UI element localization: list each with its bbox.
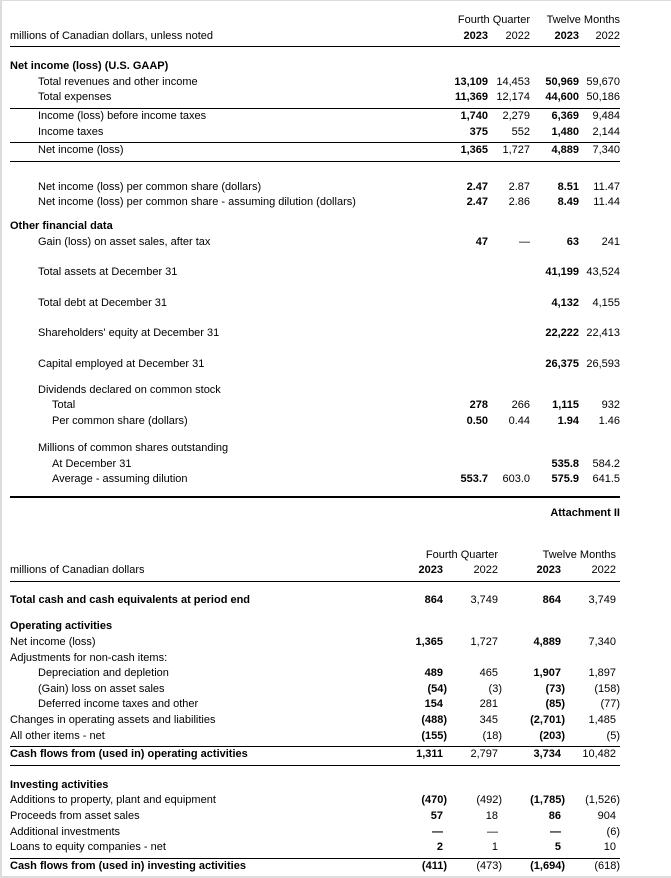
row-label: Loans to equity companies - net <box>10 841 166 854</box>
value-cell: 1,365 <box>460 144 488 157</box>
table-row <box>10 195 620 211</box>
value-cell: 11.44 <box>593 196 620 209</box>
value-cell: 4,889 <box>533 636 561 649</box>
table-row <box>10 383 620 399</box>
value-cell: — <box>550 825 561 838</box>
value-cell: 241 <box>601 235 620 248</box>
value-cell: 12,174 <box>496 91 530 104</box>
value-cell: 932 <box>601 399 620 412</box>
value-cell: 1,311 <box>416 748 443 761</box>
table-body <box>10 582 620 878</box>
row-spacer <box>10 766 620 778</box>
value-cell: (158) <box>594 682 620 695</box>
table-row <box>10 326 620 342</box>
value-cell: 2.86 <box>508 196 530 209</box>
year-header: 2022 <box>595 29 620 42</box>
table-row <box>10 357 620 373</box>
row-label: Cash flows from (used in) investing activities <box>10 859 246 872</box>
row-spacer <box>10 281 620 296</box>
table-row <box>10 747 620 766</box>
value-cell: (203) <box>539 729 565 742</box>
row-spacer <box>10 429 620 441</box>
row-label: Millions of common shares outstanding <box>38 442 229 455</box>
value-cell: 10,482 <box>582 748 616 761</box>
value-cell: 345 <box>479 714 498 726</box>
value-cell: (54) <box>427 682 447 695</box>
value-cell: (77) <box>600 698 620 711</box>
value-cell: 9,484 <box>592 109 620 122</box>
value-cell: 10 <box>603 841 616 854</box>
value-cell: 5 <box>554 841 561 854</box>
table-row <box>10 666 620 682</box>
value-cell: (618) <box>594 859 620 872</box>
value-cell: (1,526) <box>585 794 620 807</box>
income-statement-table <box>10 13 620 522</box>
value-cell: (85) <box>545 698 565 711</box>
row-label: Other financial data <box>10 219 113 232</box>
value-cell: 266 <box>511 399 530 412</box>
value-cell: (73) <box>545 682 565 695</box>
value-cell: 603.0 <box>502 473 530 486</box>
table-row <box>10 697 620 713</box>
row-label: Proceeds from asset sales <box>10 809 140 822</box>
year-header: 2023 <box>554 29 579 42</box>
value-cell: 2.47 <box>466 196 488 209</box>
table-row <box>10 713 620 729</box>
value-cell: (1,785) <box>530 794 565 807</box>
value-cell: 465 <box>479 667 498 680</box>
table-body <box>10 47 620 488</box>
row-label: Total revenues and other income <box>38 75 198 88</box>
column-years-row <box>10 29 620 48</box>
value-cell: 22,222 <box>545 327 579 340</box>
value-cell: 11.47 <box>593 180 620 193</box>
table-row <box>10 793 620 809</box>
year-header: 2022 <box>473 564 498 577</box>
table-row <box>10 265 620 281</box>
row-label: Net income (loss) <box>38 144 124 157</box>
value-cell: 1,365 <box>415 636 443 649</box>
row-label: Average - assuming dilution <box>52 473 188 486</box>
value-cell: 1.94 <box>557 414 579 427</box>
value-cell: 2,144 <box>592 125 620 138</box>
table-row <box>10 441 620 457</box>
row-spacer <box>10 162 620 180</box>
row-spacer <box>10 608 620 619</box>
column-groups-row <box>10 548 620 564</box>
value-cell: 1,907 <box>533 667 561 680</box>
table-row <box>10 59 620 75</box>
column-group-fourth-quarter: Fourth Quarter <box>457 14 530 26</box>
value-cell: 864 <box>542 593 561 606</box>
value-cell: 0.50 <box>466 414 488 427</box>
table-row <box>10 109 620 125</box>
value-cell: 43,524 <box>586 266 620 279</box>
row-label: Operating activities <box>10 620 113 633</box>
value-cell: 553.7 <box>460 473 488 486</box>
value-cell: 4,132 <box>551 296 579 309</box>
column-group-twelve-months: Twelve Months <box>546 14 620 26</box>
value-cell: 44,600 <box>545 91 579 104</box>
table-row <box>10 180 620 196</box>
value-cell: 552 <box>511 125 530 138</box>
table-row <box>10 859 620 878</box>
value-cell: (488) <box>421 714 447 726</box>
row-label: Additions to property, plant and equipment <box>10 794 216 807</box>
row-label: Total assets at December 31 <box>38 266 178 279</box>
value-cell: 2.47 <box>466 180 488 193</box>
value-cell: 0.44 <box>508 414 530 427</box>
year-header: 2022 <box>591 564 616 577</box>
value-cell: 1,115 <box>552 399 579 412</box>
row-label: Total debt at December 31 <box>38 296 168 309</box>
table-row <box>10 125 620 144</box>
row-spacer <box>10 582 620 593</box>
value-cell: 1.46 <box>598 414 620 427</box>
table-row <box>10 143 620 162</box>
value-cell: 7,340 <box>588 636 616 649</box>
attachment-label: Attachment II <box>550 507 620 520</box>
value-cell: 57 <box>430 809 443 822</box>
row-label: Per common share (dollars) <box>52 414 188 427</box>
table-row <box>10 235 620 251</box>
value-cell: 14,453 <box>496 75 530 88</box>
value-cell: 641.5 <box>592 473 620 486</box>
value-cell: 2 <box>436 841 443 854</box>
year-header: 2022 <box>505 29 530 42</box>
row-label: Additional investments <box>10 825 121 838</box>
value-cell: 281 <box>479 698 498 711</box>
table-row <box>10 619 620 635</box>
row-label: Total expenses <box>38 91 112 104</box>
value-cell: (6) <box>606 825 620 838</box>
value-cell: 11,369 <box>454 91 488 104</box>
value-cell: 3,734 <box>533 748 561 761</box>
value-cell: 535.8 <box>551 457 579 470</box>
value-cell: (470) <box>421 794 447 807</box>
table-row <box>10 682 620 698</box>
value-cell: 4,155 <box>592 296 620 309</box>
value-cell: (1,694) <box>530 859 565 872</box>
table-row <box>10 472 620 488</box>
value-cell: 904 <box>597 809 616 822</box>
table-row <box>10 414 620 430</box>
column-group-twelve-months: Twelve Months <box>542 548 616 561</box>
value-cell: — <box>487 825 498 838</box>
table-row <box>10 825 620 841</box>
column-years-row <box>10 563 620 582</box>
table-row <box>10 457 620 473</box>
table-row <box>10 729 620 748</box>
value-cell: 13,109 <box>454 75 488 88</box>
value-cell: 6,369 <box>551 109 579 122</box>
year-header: 2023 <box>463 29 488 42</box>
value-cell: 1,897 <box>588 667 616 680</box>
row-label: Cash flows from (used in) operating activities <box>10 748 248 761</box>
row-label: (Gain) loss on asset sales <box>38 682 165 695</box>
value-cell: 22,413 <box>586 327 620 340</box>
value-cell: (473) <box>476 859 502 872</box>
row-label: Adjustments for non-cash items: <box>10 651 168 664</box>
section-divider-rule <box>10 496 620 498</box>
table-row <box>10 296 620 312</box>
row-label: Shareholders' equity at December 31 <box>38 327 220 340</box>
row-spacer <box>10 250 620 265</box>
row-label: Gain (loss) on asset sales, after tax <box>38 235 211 248</box>
value-cell: 26,375 <box>545 357 579 370</box>
row-label: Capital employed at December 31 <box>38 357 205 370</box>
row-label: Changes in operating assets and liabilities <box>10 714 216 726</box>
value-cell: 1,727 <box>470 636 498 649</box>
value-cell: 59,670 <box>586 75 620 88</box>
value-cell: 86 <box>548 809 561 822</box>
value-cell: 7,340 <box>592 144 620 157</box>
row-label: Investing activities <box>10 778 109 791</box>
value-cell: 47 <box>475 235 488 248</box>
row-label: Dividends declared on common stock <box>38 383 221 396</box>
value-cell: 18 <box>485 809 498 822</box>
row-label: Net income (loss) <box>10 636 96 649</box>
unit-note: millions of Canadian dollars <box>10 564 145 577</box>
value-cell: 3,749 <box>588 593 616 606</box>
value-cell: 8.49 <box>557 196 579 209</box>
value-cell: 2,797 <box>470 748 498 761</box>
value-cell: 3,749 <box>470 593 498 606</box>
row-label: All other items - net <box>10 729 105 742</box>
row-label: Income (loss) before income taxes <box>38 109 207 122</box>
value-cell: 2,279 <box>502 109 530 122</box>
table-row <box>10 90 620 109</box>
row-label: Net income (loss) per common share - assuming dilution (dollars) <box>38 196 356 209</box>
table-row <box>10 398 620 414</box>
value-cell: 1 <box>491 841 498 854</box>
value-cell: 575.9 <box>551 473 579 486</box>
row-label: Net income (loss) per common share (dollars) <box>38 180 262 193</box>
value-cell: — <box>519 235 530 248</box>
table-row <box>10 75 620 91</box>
table-row <box>10 219 620 235</box>
row-label: At December 31 <box>52 457 132 470</box>
value-cell: (18) <box>482 729 502 742</box>
value-cell: 584.2 <box>592 457 620 470</box>
row-spacer <box>10 211 620 219</box>
value-cell: 489 <box>424 667 443 680</box>
row-label: Net income (loss) (U.S. GAAP) <box>10 60 169 73</box>
row-spacer <box>10 373 620 383</box>
value-cell: 50,186 <box>586 91 620 104</box>
value-cell: 2.87 <box>508 180 530 193</box>
column-group-fourth-quarter: Fourth Quarter <box>425 548 498 561</box>
value-cell: 41,199 <box>545 266 579 279</box>
row-label: Income taxes <box>38 125 104 138</box>
value-cell: 63 <box>566 235 579 248</box>
row-label: Total cash and cash equivalents at period end <box>10 593 251 606</box>
cash-flow-table <box>10 548 620 878</box>
table-row <box>10 840 620 859</box>
value-cell: (2,701) <box>530 714 565 726</box>
value-cell: 26,593 <box>586 357 620 370</box>
value-cell: (5) <box>606 729 620 742</box>
year-header: 2023 <box>418 564 443 577</box>
value-cell: (492) <box>476 794 502 807</box>
value-cell: (3) <box>488 682 502 695</box>
value-cell: 278 <box>469 399 488 412</box>
table-row <box>10 809 620 825</box>
row-spacer <box>10 342 620 357</box>
value-cell: (155) <box>421 729 447 742</box>
value-cell: (411) <box>421 859 447 872</box>
value-cell: — <box>432 825 443 838</box>
row-label: Depreciation and depletion <box>38 667 169 680</box>
table-row <box>10 778 620 794</box>
row-spacer <box>10 47 620 59</box>
value-cell: 1,485 <box>588 714 616 726</box>
value-cell: 1,480 <box>551 125 579 138</box>
column-groups-row <box>10 13 620 29</box>
value-cell: 864 <box>424 593 443 606</box>
value-cell: 50,969 <box>545 75 579 88</box>
value-cell: 1,727 <box>502 144 530 157</box>
value-cell: 4,889 <box>551 144 579 157</box>
row-label: Deferred income taxes and other <box>38 698 199 711</box>
unit-note: millions of Canadian dollars, unless noted <box>10 29 214 42</box>
value-cell: 375 <box>469 125 488 138</box>
value-cell: 1,740 <box>460 109 488 122</box>
table-row <box>10 651 620 667</box>
value-cell: 154 <box>424 698 443 711</box>
row-spacer <box>10 311 620 326</box>
table-row <box>10 635 620 651</box>
table-row <box>10 593 620 609</box>
year-header: 2023 <box>536 564 561 577</box>
row-label: Total <box>52 399 76 412</box>
value-cell: 8.51 <box>557 180 579 193</box>
